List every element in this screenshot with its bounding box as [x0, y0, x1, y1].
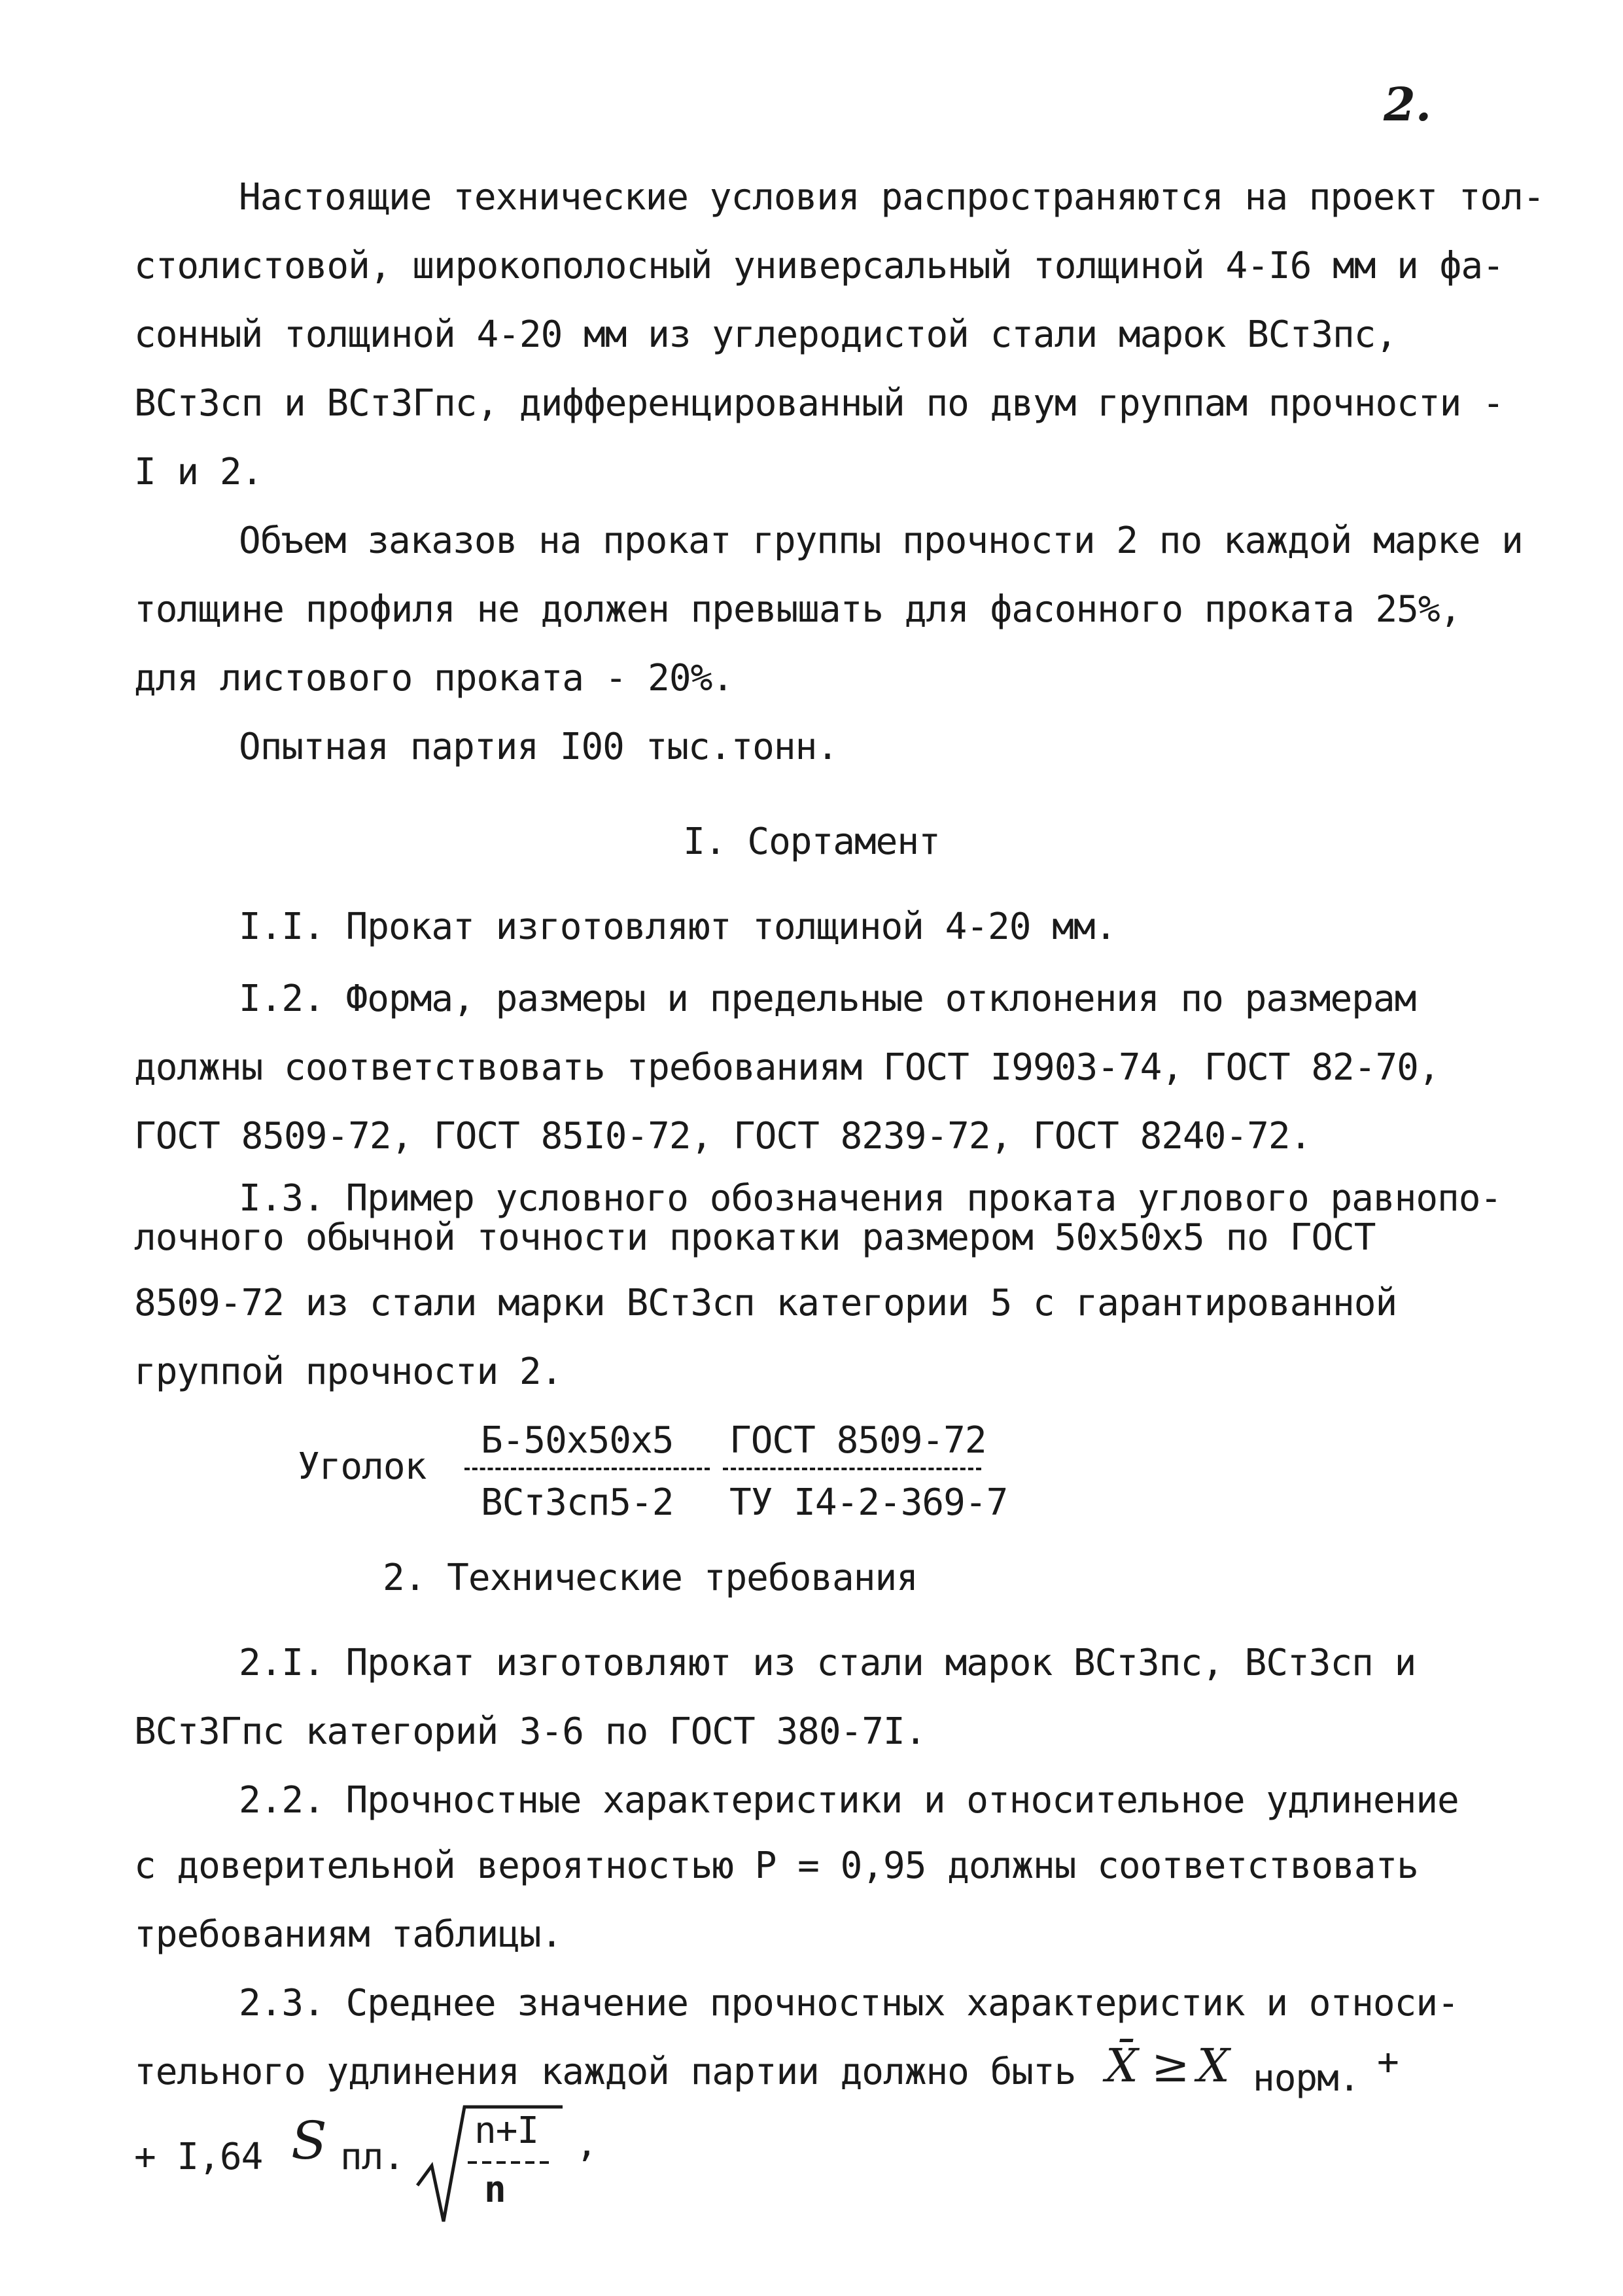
formula-s: S: [291, 2110, 326, 2171]
formula-denominator: n: [484, 2168, 506, 2211]
intro-line: I и 2.: [134, 451, 263, 493]
clause-2-1-line: 2.I. Прокат изготовляют из стали марок ВСт3пс, ВСт3сп и: [239, 1642, 1416, 1684]
clause-2-2-line: 2.2. Прочностные характеристики и относительное удлинение: [239, 1779, 1459, 1822]
designation-numerator-right: ГОСТ 8509-72: [729, 1419, 986, 1462]
clause-1-2-line: I.2. Форма, размеры и предельные отклонения по размерам: [239, 978, 1416, 1020]
orders-line: Объем заказов на прокат группы прочности 2 по каждой марке и: [239, 520, 1523, 562]
formula-pl: пл.: [340, 2136, 405, 2178]
clause-2-2-line: с доверительной вероятностью Р = 0,95 должны соответствовать: [134, 1845, 1418, 1887]
batch-line: Опытная партия I00 тыс.тонн.: [239, 726, 839, 768]
fraction-line-right: [723, 1468, 981, 1470]
designation-label: Уголок: [298, 1445, 427, 1488]
formula-coefficient: + I,64: [134, 2136, 263, 2178]
clause-1-3-line: 8509-72 из стали марки ВСт3сп категории 5 с гарантированной: [134, 1282, 1397, 1324]
clause-1-3-line: I.3. Пример условного обозначения проката углового равнопо-: [239, 1177, 1502, 1220]
designation-denominator-right: ТУ I4-2-369-7: [729, 1481, 1008, 1524]
fraction-line-left: [464, 1468, 710, 1470]
clause-1-2-line: должны соответствовать требованиям ГОСТ I9903-74, ГОСТ 82-70,: [134, 1046, 1440, 1089]
formula-plus: +: [1377, 2041, 1399, 2083]
section-2-title: 2. Технические требования: [383, 1557, 918, 1599]
clause-2-3-line: тельного удлинения каждой партии должно быть: [134, 2051, 1076, 2093]
intro-line: ВСт3сп и ВСт3Гпс, дифференцированный по двум группам прочности -: [134, 382, 1504, 425]
clause-1-3-line: группой прочности 2.: [134, 1351, 563, 1393]
orders-line: толщине профиля не должен превышать для фасонного проката 25%,: [134, 588, 1461, 631]
intro-line: Настоящие технические условия распространяются на проект тол-: [239, 176, 1544, 219]
formula-comma: ,: [576, 2123, 597, 2165]
designation-numerator-left: Б-50х50х5: [481, 1419, 674, 1462]
clause-1-2-line: ГОСТ 8509-72, ГОСТ 85I0-72, ГОСТ 8239-72, ГОСТ 8240-72.: [134, 1115, 1312, 1157]
formula-xbar: X̄: [1106, 2039, 1138, 2093]
orders-line: для листового проката - 20%.: [134, 657, 734, 699]
section-1-title: I. Сортамент: [683, 821, 940, 863]
intro-line: сонный толщиной 4-20 мм из углеродистой стали марок ВСт3пс,: [134, 313, 1397, 356]
formula-norm: норм.: [1253, 2057, 1360, 2100]
intro-line: столистовой, широкополосный универсальный толщиной 4-I6 мм и фа-: [134, 245, 1504, 287]
formula-x: X: [1197, 2039, 1229, 2093]
clause-1-1: I.I. Прокат изготовляют толщиной 4-20 мм.: [239, 906, 1117, 948]
clause-1-3-line: лочного обычной точности прокатки размером 50х50х5 по ГОСТ: [134, 1216, 1376, 1259]
formula-geq: ≥: [1151, 2039, 1189, 2093]
designation-denominator-left: ВСт3сп5-2: [481, 1481, 674, 1524]
clause-2-3-line: 2.3. Среднее значение прочностных характеристик и относи-: [239, 1982, 1459, 2024]
formula-numerator: n+I: [474, 2110, 539, 2152]
page-number: 2.: [1384, 77, 1432, 132]
clause-2-2-line: требованиям таблицы.: [134, 1913, 563, 1956]
clause-2-1-line: ВСт3Гпс категорий 3-6 по ГОСТ 380-7I.: [134, 1710, 926, 1753]
